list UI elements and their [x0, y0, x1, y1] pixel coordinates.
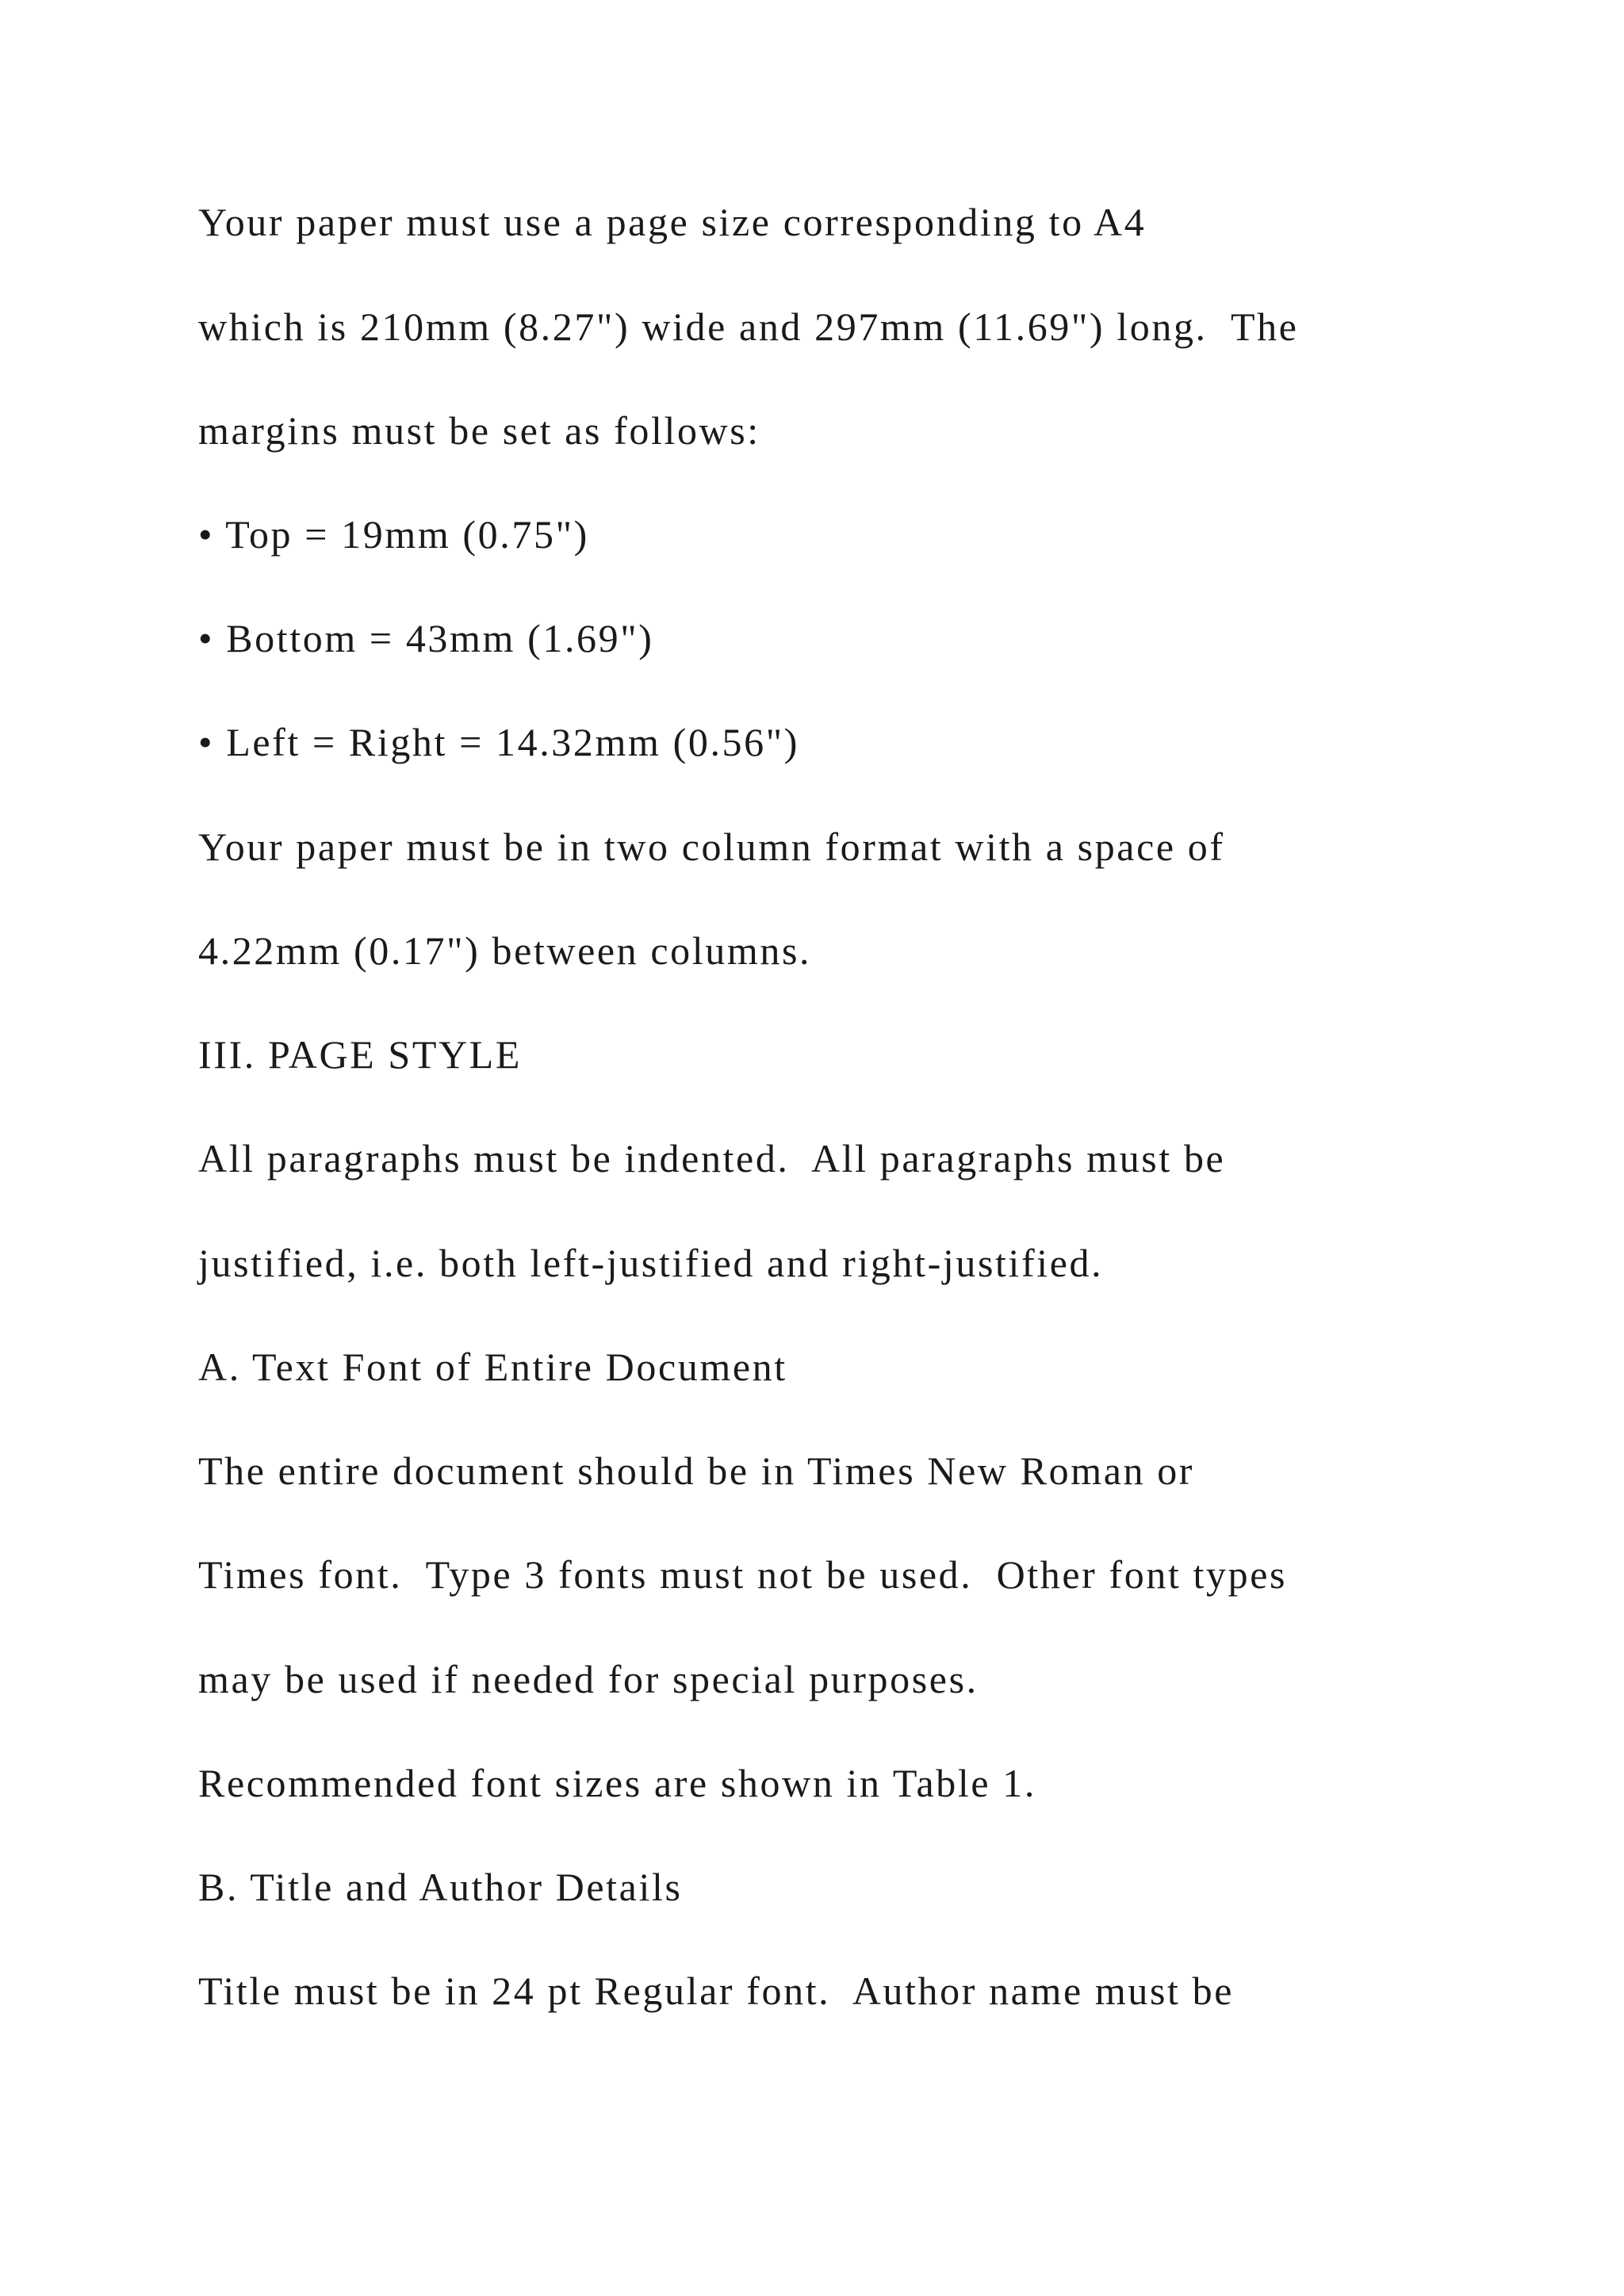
- body-text-line: Recommended font sizes are shown in Table 1.: [198, 1761, 1036, 1805]
- body-text-line: All paragraphs must be indented. All paragraphs must be: [198, 1136, 1226, 1181]
- body-text-line: which is 210mm (8.27") wide and 297mm (11.69") long. The: [198, 304, 1299, 349]
- body-text-line: Title must be in 24 pt Regular font. Author name must be: [198, 1969, 1234, 2013]
- bullet-item-bottom-margin: • Bottom = 43mm (1.69"): [198, 616, 654, 660]
- body-text-line: Your paper must use a page size corresponding to A4: [198, 200, 1147, 244]
- body-text-line: The entire document should be in Times New Roman or: [198, 1448, 1195, 1493]
- body-text-line: 4.22mm (0.17") between columns.: [198, 928, 812, 973]
- body-text-line: may be used if needed for special purposes.: [198, 1657, 979, 1701]
- body-text-line: justified, i.e. both left-justified and right-justified.: [198, 1241, 1104, 1285]
- section-heading: III. PAGE STYLE: [198, 1032, 522, 1077]
- subsection-heading: A. Text Font of Entire Document: [198, 1345, 787, 1389]
- subsection-heading: B. Title and Author Details: [198, 1865, 683, 1909]
- bullet-item-top-margin: • Top = 19mm (0.75"): [198, 512, 589, 557]
- bullet-item-side-margins: • Left = Right = 14.32mm (0.56"): [198, 720, 800, 764]
- body-text-line: margins must be set as follows:: [198, 408, 760, 453]
- body-text-line: Times font. Type 3 fonts must not be used. Other font types: [198, 1552, 1288, 1597]
- body-text-line: Your paper must be in two column format with a space of: [198, 825, 1225, 869]
